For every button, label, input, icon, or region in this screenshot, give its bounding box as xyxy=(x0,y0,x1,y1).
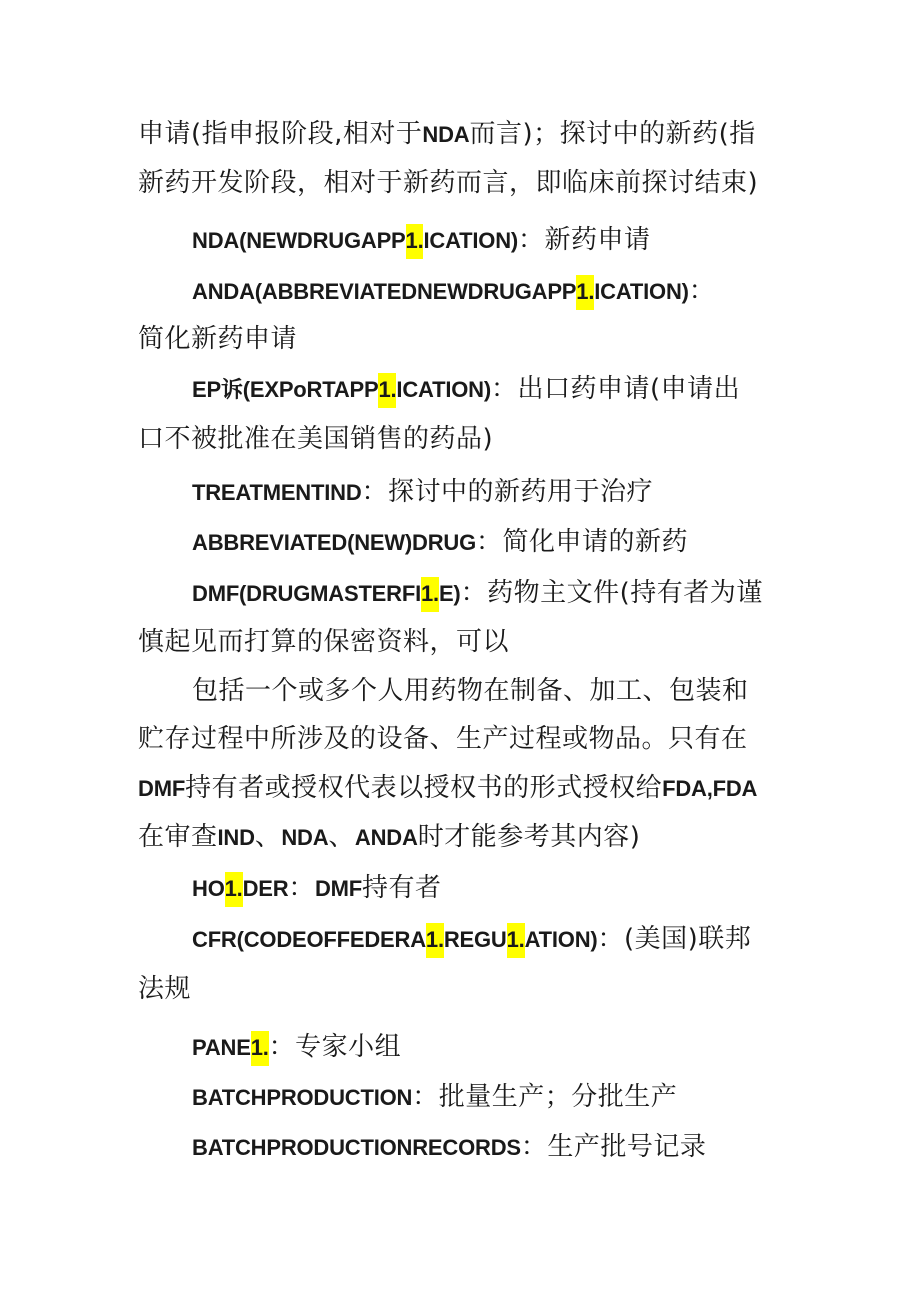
highlight-mark: 1. xyxy=(225,872,243,907)
highlight-mark: 1. xyxy=(421,577,439,612)
term-abbreviated-new-drug: ABBREVIATED(NEW)DRUG：简化申请的新药 xyxy=(192,527,689,557)
term-treatment-ind: TREATMENTIND：探讨中的新药用于治疗 xyxy=(192,477,654,507)
highlight-mark: 1. xyxy=(576,275,594,310)
text-line-15: 在审查IND、NDA、ANDA时才能参考其内容) xyxy=(138,822,641,852)
term-cfr: CFR(CODEOFFEDERA1.REGU1.ATION)：(美国)联邦 xyxy=(192,922,751,957)
text-line-14: DMF持有者或授权代表以授权书的形式授权给FDA,FDA xyxy=(138,773,758,803)
text-line-7: 口不被批准在美国销售的药品) xyxy=(138,424,494,454)
highlight-mark: 1. xyxy=(507,923,525,958)
highlight-mark: 1. xyxy=(406,224,424,259)
text-line-11: 慎起见而打算的保密资料，可以 xyxy=(138,627,510,657)
term-nda: NDA(NEWDRUGAPP1.ICATION)：新药申请 xyxy=(192,223,651,258)
term-panel: PANE1.：专家小组 xyxy=(192,1030,401,1065)
term-dmf: DMF(DRUGMASTERFI1.E)：药物主文件(持有者为谨 xyxy=(192,576,763,611)
text-line-12: 包括一个或多个人用药物在制备、加工、包装和 xyxy=(192,676,749,706)
term-holder: HO1.DER：DMF持有者 xyxy=(192,871,442,906)
text-line-1: 申请(指申报阶段,相对于NDA而言)；探讨中的新药(指 xyxy=(138,119,756,149)
highlight-mark: 1. xyxy=(378,373,396,408)
term-batch-production-records: BATCHPRODUCTIONRECORDS：生产批号记录 xyxy=(192,1132,707,1162)
text-line-18: 法规 xyxy=(138,974,192,1004)
term-anda: ANDA(ABBREVIATEDNEWDRUGAPP1.ICATION)： xyxy=(192,274,715,309)
term-batch-production: BATCHPRODUCTION：批量生产；分批生产 xyxy=(192,1082,678,1112)
text-line-13: 贮存过程中所涉及的设备、生产过程或物品。只有在 xyxy=(138,724,748,754)
highlight-mark: 1. xyxy=(426,923,444,958)
highlight-mark: 1. xyxy=(251,1031,269,1066)
term-export-application: EP诉(EXPoRTAPP1.ICATION)：出口药申请(申请出 xyxy=(192,372,740,407)
text-line-5: 简化新药申请 xyxy=(138,324,298,354)
text-line-2: 新药开发阶段，相对于新药而言，即临床前探讨结束) xyxy=(138,168,759,198)
